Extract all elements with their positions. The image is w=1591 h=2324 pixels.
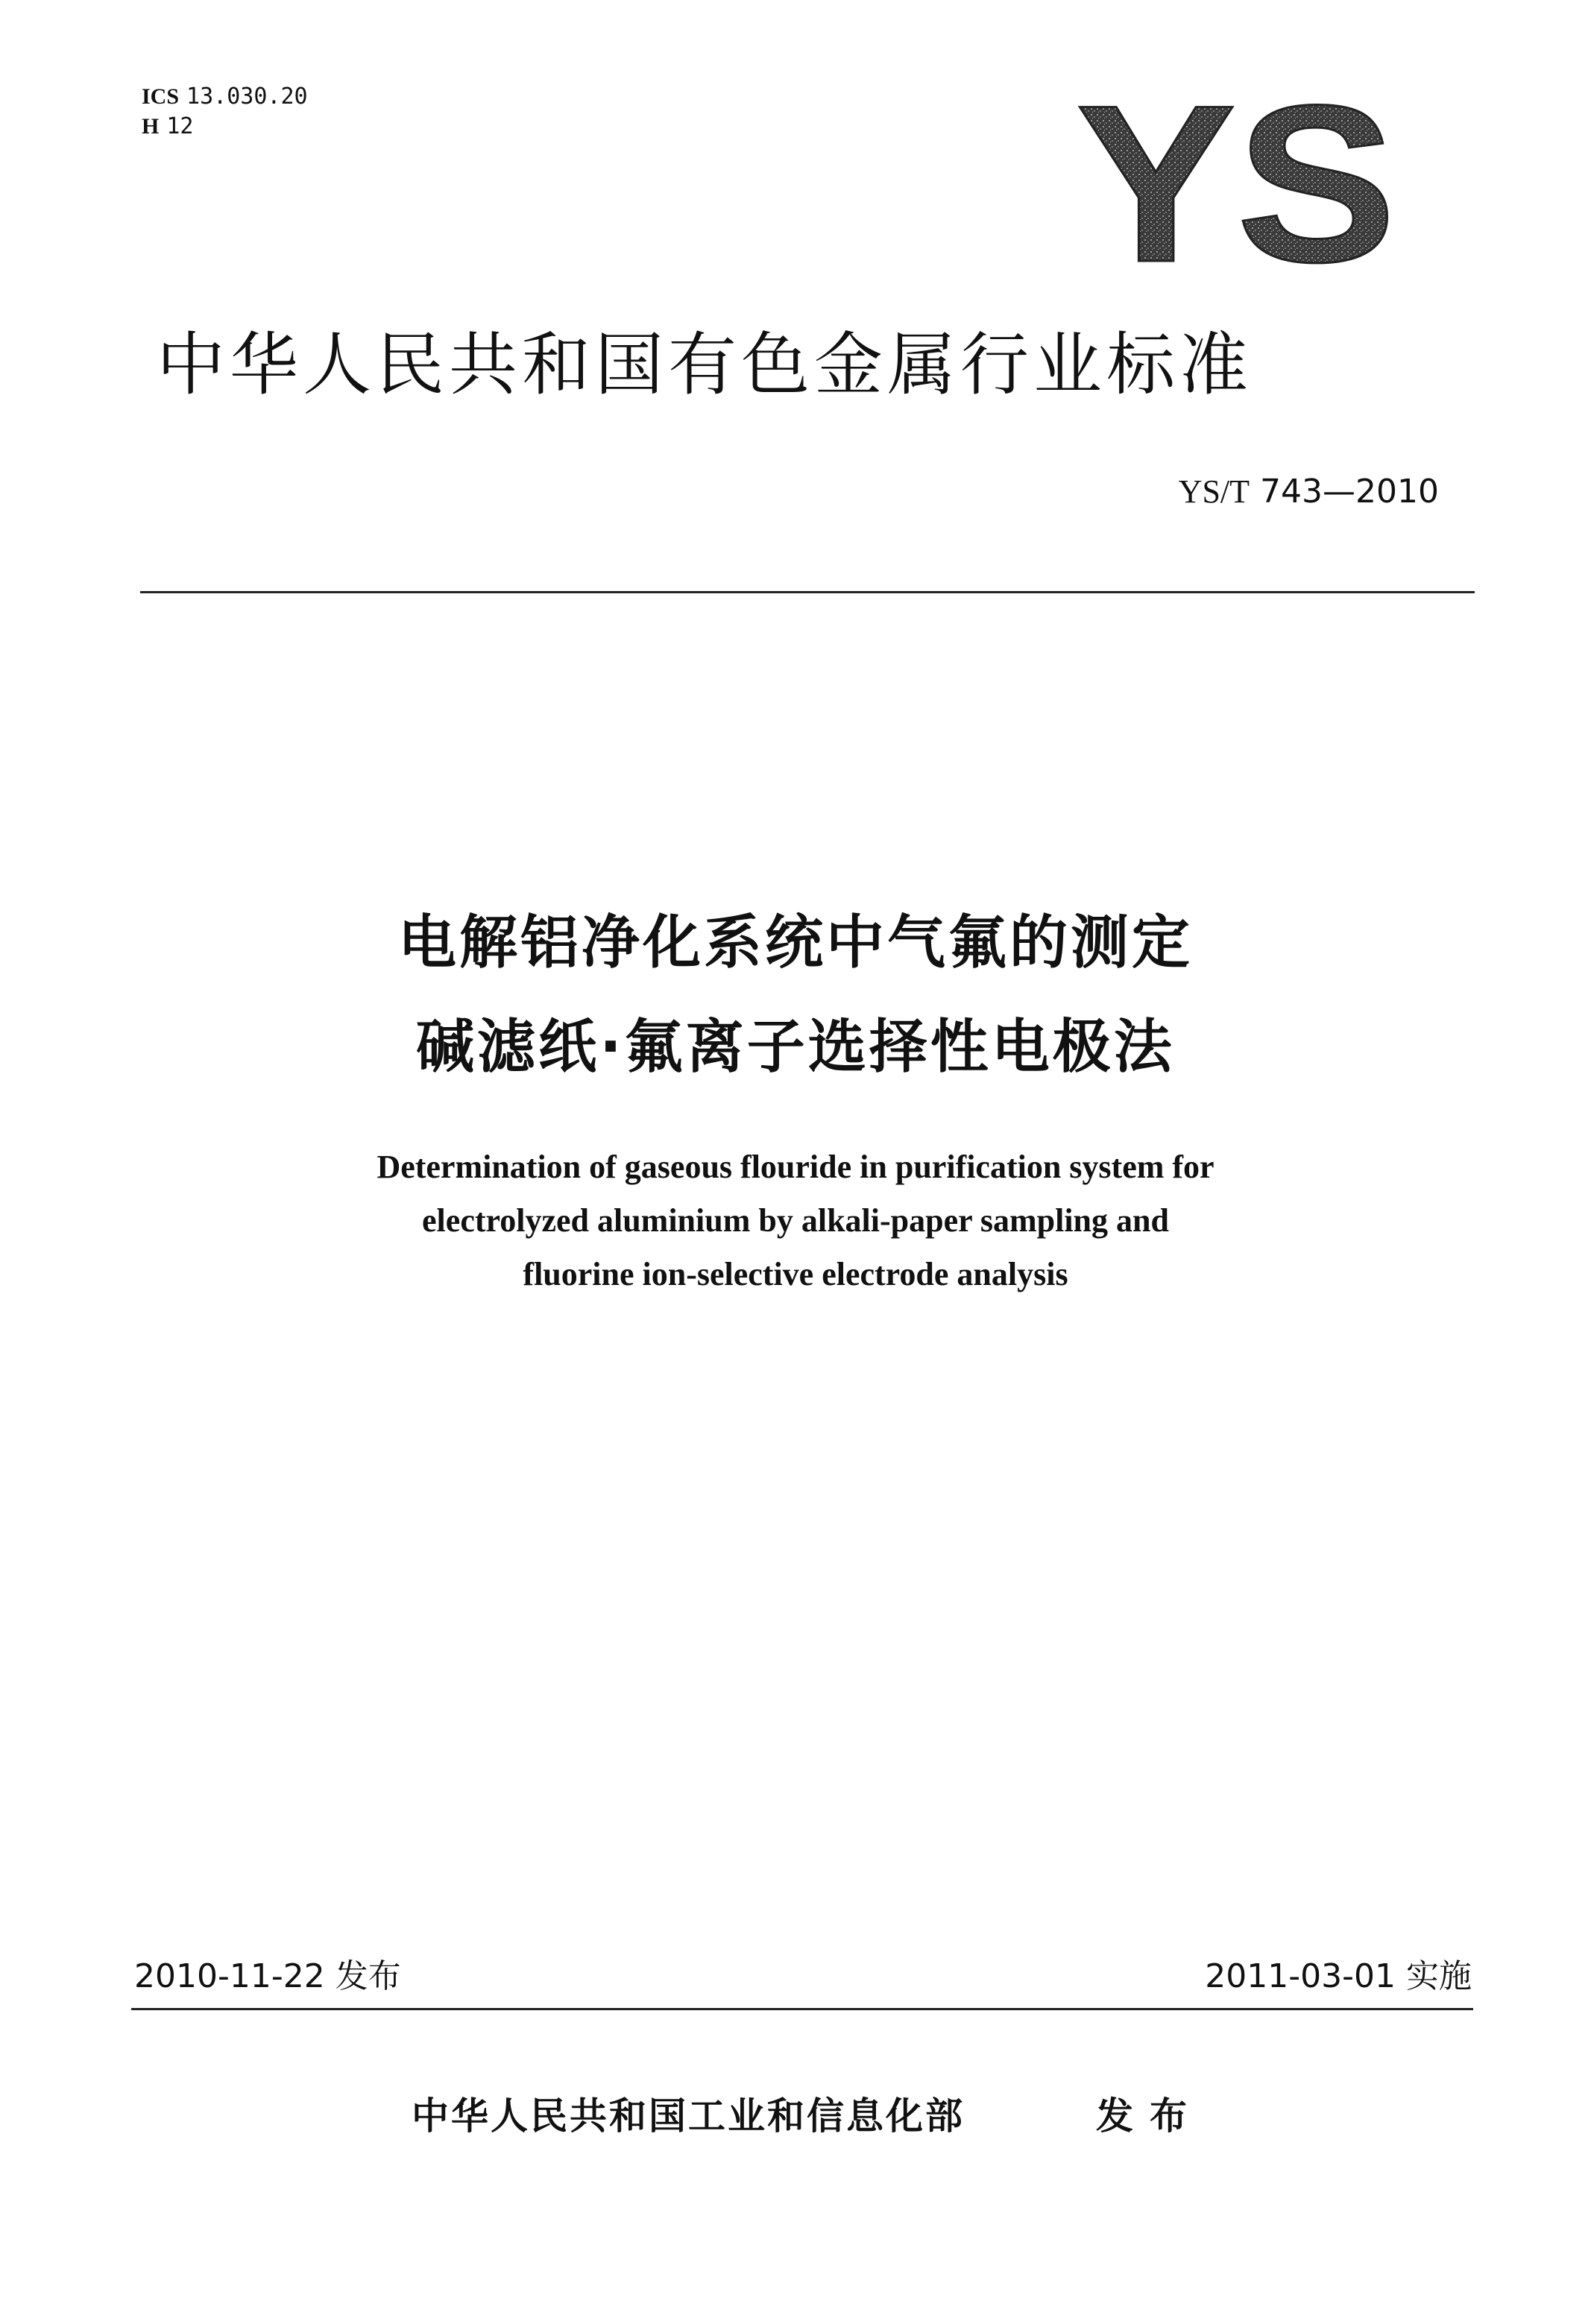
top-divider bbox=[140, 591, 1475, 593]
classification-codes bbox=[142, 82, 308, 142]
english-title-line-3: fluorine ion-selective electrode analysis bbox=[523, 1256, 1068, 1292]
issue-date: 2010-11-22 发布 bbox=[134, 1957, 401, 1995]
ys-logo-text: YS bbox=[1076, 95, 1396, 268]
english-title-line-2: electrolyzed aluminium by alkali-paper sampling and bbox=[422, 1202, 1169, 1239]
chinese-title-line-1: 电解铝净化系统中气氟的测定 bbox=[397, 909, 1193, 976]
publisher-name: 中华人民共和国工业和信息化部 bbox=[412, 2094, 965, 2138]
ys-logo bbox=[1072, 95, 1400, 268]
ics-label: ICS bbox=[142, 84, 180, 109]
chinese-title-line-2: 碱滤纸·氟离子选择性电极法 bbox=[416, 1014, 1175, 1081]
organization-standard-title: 中华人民共和国有色金属行业标准 bbox=[157, 325, 1253, 405]
standard-number bbox=[1103, 470, 1439, 514]
publish-action: 发布 bbox=[1096, 2094, 1203, 2138]
ccs-code-line bbox=[142, 112, 308, 142]
english-title-line-1: Determination of gaseous flouride in purification system for bbox=[377, 1149, 1214, 1185]
bottom-divider bbox=[131, 2008, 1473, 2010]
ics-code: 13.030.20 bbox=[186, 83, 308, 110]
implementation-date: 2011-03-01 实施 bbox=[1205, 1957, 1472, 1995]
ccs-label: H bbox=[142, 114, 160, 139]
standard-number-prefix: YS/T bbox=[1178, 473, 1250, 510]
ccs-code: 12 bbox=[166, 113, 194, 139]
ics-code-line bbox=[142, 82, 308, 112]
standard-number-value: 743—2010 bbox=[1260, 473, 1439, 511]
